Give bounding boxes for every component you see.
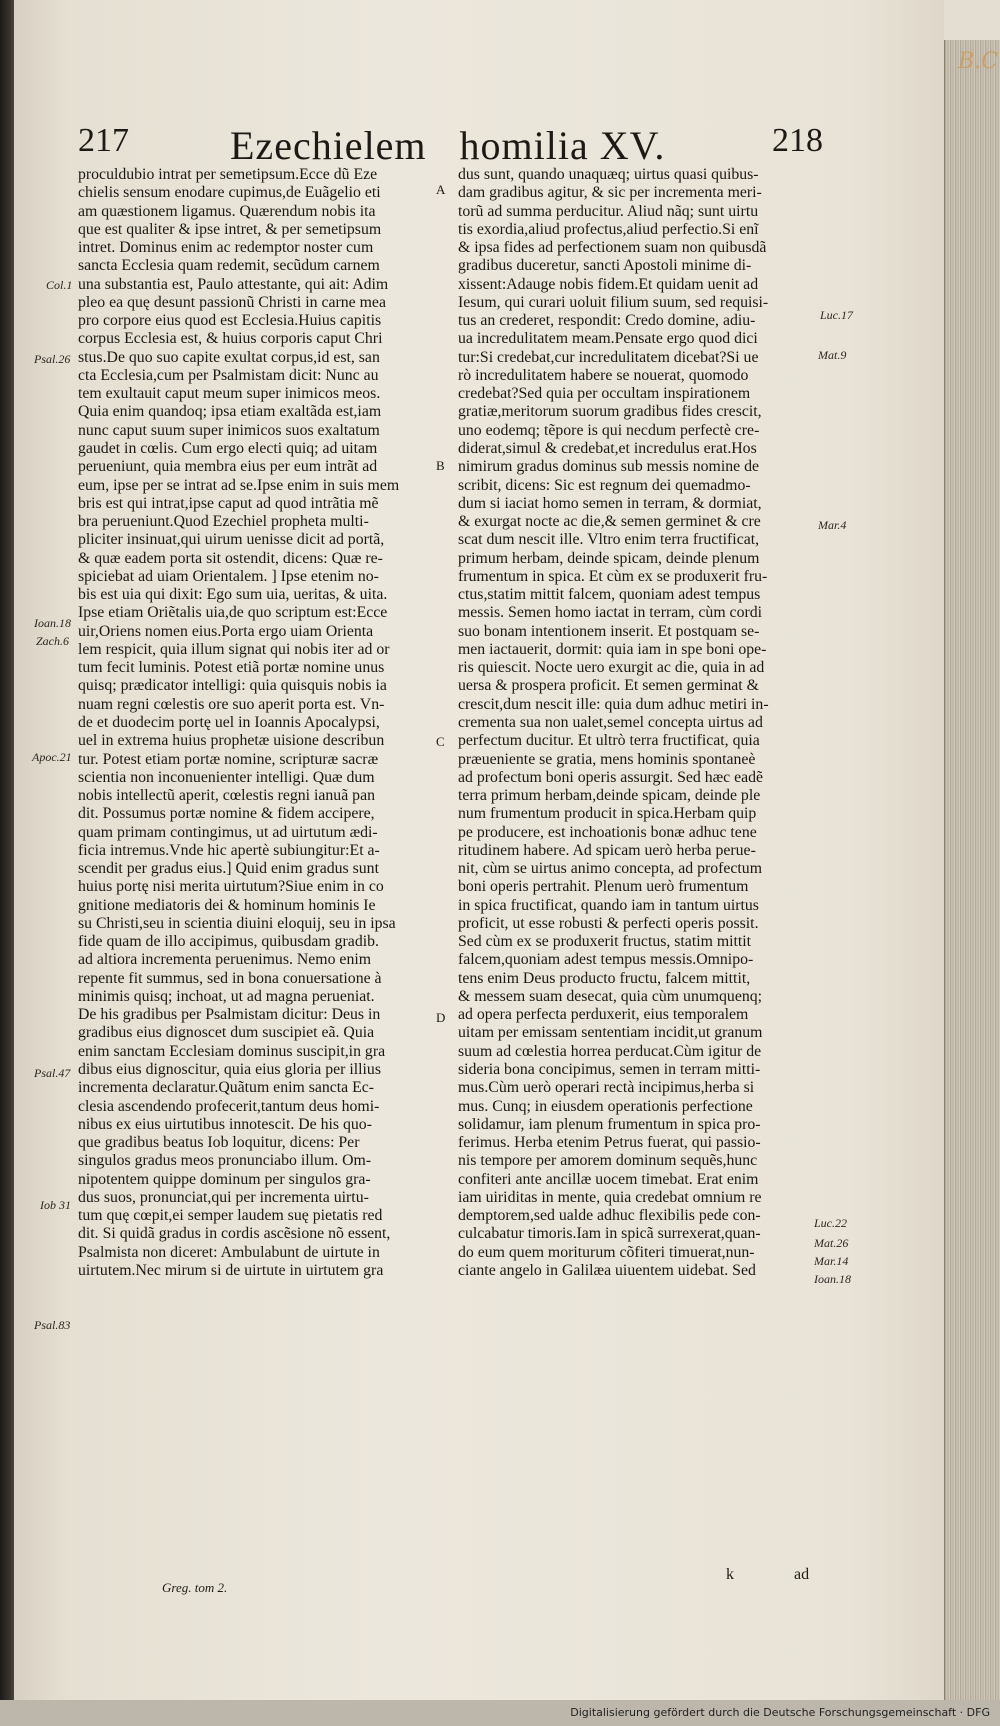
text-line: que est qualiter & ipse intret, & per semetipsum [78,220,382,238]
text-line: enim sanctam Ecclesiam dominus suscipit,in gra [78,1042,386,1060]
text-line: ad altiora incrementa peruenimus. Nemo enim [78,951,372,969]
text-line: crementa sua non ualet,semel concepta uirtus ad [458,713,763,731]
text-line: spiciebat ad uiam Orientalem. ] Ipse etenim no- [78,567,379,585]
text-line: perueniunt, quia membra eius per eum intrãt ad [78,458,378,476]
text-line: ficia intremus.Vnde hic apertè subiungitur:Et a- [78,841,380,859]
text-line: rò incredulitatem habere se nouerat, quomodo [458,366,749,384]
text-line: scribit, dicens: Sic est regnum dei quemadmo- [458,476,751,494]
text-line: nipotentem quippe dominum per singulos gra- [78,1170,371,1188]
text-line: tur:Si credebat,cur incredulitatem dicebat?Si ue [458,348,759,366]
text-line: Sed cùm ex se produxerit fructus, statim mittit [458,933,752,951]
text-line: lem respicit, quia illum signat qui nobis iter ad or [78,640,390,658]
text-line: pe producere, est inchoationis bonæ adhuc tene [458,823,757,841]
signature-mark: k [726,1566,734,1583]
text-line: iam uiriditas in mente, quia credebat omnium re [458,1188,762,1206]
text-line: & ipsa fides ad perfectionem suam non quibusdã [458,239,767,257]
footer-volume-note: Greg. tom 2. [162,1580,228,1595]
page-stack-top [944,0,1000,40]
margin-ref-right: Ioan.18 [814,1272,851,1286]
text-line: boni operis pertrahit. Plenum uerò frumentum [458,878,749,896]
page-stack-edge [944,40,1000,1720]
text-line: Quia enim quandoq; ipsa etiam exaltãda est,iam [78,403,382,421]
text-line: tum fecit luminis. Potest etiã portæ nomine unus [78,659,385,677]
text-line: gnitione mediatoris dei & hominum hominis Ie [78,896,376,914]
margin-ref-right: Mar.14 [814,1254,849,1268]
text-line: su Christi,seu in scientia diuini eloquij, seu in ipsa [78,914,396,932]
running-title: Ezechielem homilia XV. [230,123,666,168]
text-line: bis est uia qui dixit: Ego sum uia, ueritas, & uita. [78,586,388,604]
text-line: do eum quem moriturum cõfiteri timuerat,nun- [458,1243,755,1261]
text-line: sideria bona concipimus, semen in terram mitti- [458,1061,761,1079]
text-line: cta Ecclesia,cum per Psalmistam dicit: Nunc au [78,366,379,384]
section-marker: D [436,1010,446,1025]
text-line: suo bonam intentionem inserit. Et postquam se- [458,622,760,640]
text-line: dus sunt, quando unaquæq; uirtus quasi quibus- [458,166,759,183]
text-line: bra perueniunt.Quod Ezechiel propheta multi- [78,513,369,531]
text-line: torũ ad summa perducitur. Aliud nãq; sunt uirtu [458,202,759,220]
margin-ref-left: Psal.83 [34,1318,71,1332]
margin-ref-left: Col.1 [46,278,73,292]
text-line: credebat?Sed quia per occultam inspirationem [458,385,751,403]
text-line: pro corpore eius quod est Ecclesia.Huius capitis [78,312,382,330]
text-line: ris quiescit. Nocte uero exurgit ac die, quia in ad [458,659,765,677]
text-line: & messem suam desecat, quia cùm unumquenq; [458,987,763,1005]
text-line: nit, cùm se uirtus animo concepta, ad profectum [458,860,762,878]
text-line: præueniente se gratia, mens hominis spontaneè [458,750,756,768]
text-line: men iactauerit, dormit: quia iam in spe boni ope- [458,640,767,658]
text-line: dit. Si quidã gradus in cordis ascẽsione nõ essent, [78,1225,391,1243]
text-line: uno eodemq; tẽpore is qui necdum perfectè cre- [458,421,760,439]
text-line: eum, ipse per se intrat ad se.Ipse enim in suis mem [78,476,400,494]
text-line: gradibus duceretur, sancti Apostoli minime di- [458,257,752,275]
text-line: quisq; prædicator intelligi: quia quisquis nobis ia [78,677,387,695]
text-line: stus.De quo suo capite exultat corpus,id est, san [78,348,380,366]
text-line: ad profectum boni operis assurgit. Sed hæc eadẽ [458,768,764,786]
text-line: uir,Oriens nomen eius.Porta ergo uiam Orienta [78,622,374,640]
text-line: num frumentum producit in spica.Herbam quip [458,805,757,823]
text-line: terra primum herbam,deinde spicam, deinde ple [458,787,761,805]
margin-ref-left: Psal.26 [34,352,71,366]
text-line: frumentum in spica. Et cùm ex se produxerit fru- [458,567,768,585]
text-line: falcem,quoniam adest tempus messis.Omnipo- [458,951,754,969]
margin-ref-right: Mat.9 [818,348,847,362]
margin-ref-right: Mat.26 [814,1236,849,1250]
margin-ref-right: Mar.4 [818,518,847,532]
text-line: intret. Dominus enim ac redemptor noster cum [78,239,374,257]
margin-ref-left: Psal.47 [34,1066,71,1080]
text-line: gradibus eius dignoscet dum suscipiet eã. Quia [78,1024,375,1042]
text-line: nis tempore per amorem dominum sequẽs,hunc [458,1152,758,1170]
text-line: dibus eius dignoscitur, quia eius gloria per illius [78,1061,381,1079]
text-line: uersa & prospera proficit. Et semen germinat & [458,677,759,695]
text-line: dam gradibus agitur, & sic per incrementa meri- [458,184,762,202]
text-line: proculdubio intrat per semetipsum.Ecce dũ Eze [78,166,378,183]
text-line: gaudet in cœlis. Cum ergo electi quiq; ad uitam [78,439,378,457]
text-line: gratiæ,meritorum suorum gradibus fides crescit, [458,403,762,421]
text-line: uel in extrema huius prophetæ uisione describun [78,732,385,750]
text-line: de et duodecim portę uel in Ioannis Apocalypsi, [78,713,380,731]
margin-ref-left: Zach.6 [36,634,69,648]
section-marker: B [436,458,445,473]
text-line: culcabatur timoris.Iam in spicã surrexerat,quan- [458,1225,761,1243]
text-line: diderat,simul & credebat,et incredulus erat.Hos [458,439,757,457]
text-line: corpus Ecclesia est, & huius corporis caput Chri [78,330,383,348]
margin-ref-left: Ioan.18 [34,616,71,630]
text-line: dus suos, pronunciat,qui per incrementa uirtu- [78,1188,369,1206]
text-line: ritudinem habere. Ad spicam uerò herba perue- [458,841,756,859]
margin-ref-right: Luc.22 [814,1216,847,1230]
section-marker: C [436,734,445,749]
text-line: sancta Ecclesia quam redemit, secũdum carnem [78,257,380,275]
text-line: clesia ascendendo profecerit,tantum deus homi- [78,1097,380,1115]
text-line: dum si iaciat homo semen in terram, & dormiat, [458,494,762,512]
text-line: quam primam contingimus, ut ad uirtutum ædi- [78,823,378,841]
text-line: ua incredulitatem meam.Pensate ergo quod dici [458,330,758,348]
margin-ref-left: Apoc.21 [32,750,72,764]
text-line: proficit, ut esse robusti & perfecti operis possit. [458,914,759,932]
text-line: repente fit summus, sed in bona conuersatione à [78,969,382,987]
text-line: tus an crederet, respondit: Credo domine, adiu- [458,312,756,330]
text-line: chielis sensum enodare cupimus,de Euãgelio eti [78,184,381,202]
text-line: nobis intellectũ aperit, cœlestis regni ianuã pan [78,787,375,805]
section-marker: A [436,182,446,197]
text-line: nimirum gradus dominus sub messis nomine de [458,458,760,476]
text-line: tis exordia,aliud profectus,aliud perfectio.Si enĩ [458,220,759,238]
text-line: confiteri ante ancillæ uocem timebat. Erat enim [458,1170,759,1188]
text-column-left [78,166,428,1280]
text-line: mus.Cùm uerò operari rectà incipimus,herba si [458,1079,755,1097]
text-line: ferimus. Herba etenim Petrus fuerat, qui passio- [458,1134,761,1152]
text-line: pliciter insinuat,qui uirum uenisse dicit ad portã, [78,531,385,549]
text-line: scendit per gradus eius.] Quid enim gradus sunt [78,860,379,878]
text-line: tum quę cœpit,ei semper laudem suę pietatis red [78,1207,383,1225]
page-number-left: 217 [78,122,129,159]
margin-ref-left: Iob 31 [40,1198,71,1212]
text-line: scientia non inconuenienter intelligi. Quæ dum [78,768,375,786]
text-line: dit. Possumus portæ nomine & fidem accipere, [78,805,375,823]
text-line: & quæ eadem porta sit ostendit, dicens: Quæ re- [78,549,383,567]
catchword: ad [794,1566,810,1583]
text-line: solidamur, iam plenum frumentum in spica pro- [458,1115,761,1133]
text-line: uitam per emissam sententiam incidit,ut granum [458,1024,763,1042]
text-line: primum herbam, deinde spicam, deinde plenum [458,549,760,567]
text-line: que gradibus beatus Iob loquitur, dicens: Per [78,1134,360,1152]
text-line: suum ad cœlestia horrea perducat.Cùm igitur de [458,1042,762,1060]
text-line: uirtutem.Nec mirum si de uirtute in uirtutem gra [78,1261,384,1279]
text-line: minimis quisq; inchoat, ut ad magna perueniat. [78,987,375,1005]
text-line: nuam regni cœlestis ore suo aperit porta est. Vn- [78,695,385,713]
text-line: scat dum nescit ille. Vltro enim terra fructificat, [458,531,760,549]
digitization-credit: Digitalisierung gefördert durch die Deutsche Forschungsgemeinschaft · DFG [570,1706,990,1719]
text-line: nibus ex eius uirtutibus innotescit. De his quo- [78,1115,372,1133]
text-line: ctus,statim mittit falcem, quoniam adest tempus [458,586,761,604]
handwritten-corner-note: B.C [958,49,998,74]
text-line: tem exultauit caput meum super inimicos meos. [78,385,381,403]
text-line: tur. Potest etiam portæ nomine, scripturæ sacræ [78,750,379,768]
text-line: ad opera perfecta perduxerit, eius temporalem [458,1006,749,1024]
text-column-right [458,166,810,1280]
text-line: & exurgat nocte ac die,& semen germinet & cre [458,513,761,531]
text-line: Psalmista non diceret: Ambulabunt de uirtute in [78,1243,380,1261]
text-line: pleo ea quę desunt passionũ Christi in carne mea [78,293,386,311]
text-line: De his gradibus per Psalmistam dicitur: Deus in [78,1006,381,1024]
text-line: crescit,dum nescit ille: quia dum adhuc metiri in- [458,695,769,713]
text-line: messis. Semen homo iactat in terram, cùm cordi [458,604,763,622]
page-number-right: 218 [772,122,823,159]
text-line: ciante angelo in Galilæa uiuentem uidebat. Sed [458,1261,756,1279]
text-line: Ipse etiam Oriẽtalis uia,de quo scriptum est:Ecce [78,604,388,622]
text-line: incrementa declaratur.Quãtum enim sancta Ec- [78,1079,375,1097]
text-line: fide quam de illo accipimus, quibusdam gradib. [78,933,379,951]
text-line: perfectum ducitur. Et ultrò terra fructificat, quia [458,732,760,750]
margin-ref-right: Luc.17 [820,308,853,322]
text-line: singulos gradus meos pronunciabo illum. Om- [78,1152,372,1170]
text-line: am quæstionem ligamus. Quærendum nobis ita [78,202,376,220]
text-line: xissent:Adauge nobis fidem.Et quidam uenit ad [458,275,759,293]
text-line: tens enim Deus producto fructu, falcem mittit, [458,969,751,987]
text-line: una substantia est, Paulo attestante, qui ait: Adim [78,275,389,293]
text-line: bris est qui intrat,ipse caput ad quod intrãtia mẽ [78,494,379,512]
text-line: demptorem,sed ualde adhuc flexibilis pede con- [458,1207,761,1225]
text-line: in spica fructificat, quando iam in tantum uirtus [458,896,759,914]
text-line: mus. Cunq; in eiusdem operationis perfectione [458,1097,753,1115]
text-line: huius portę nisi merita uirtutum?Siue enim in co [78,878,384,896]
text-line: nunc caput suum super inimicos suos exaltatum [78,421,380,439]
text-line: Iesum, qui curari uoluit filium suum, sed requisi- [458,293,769,311]
